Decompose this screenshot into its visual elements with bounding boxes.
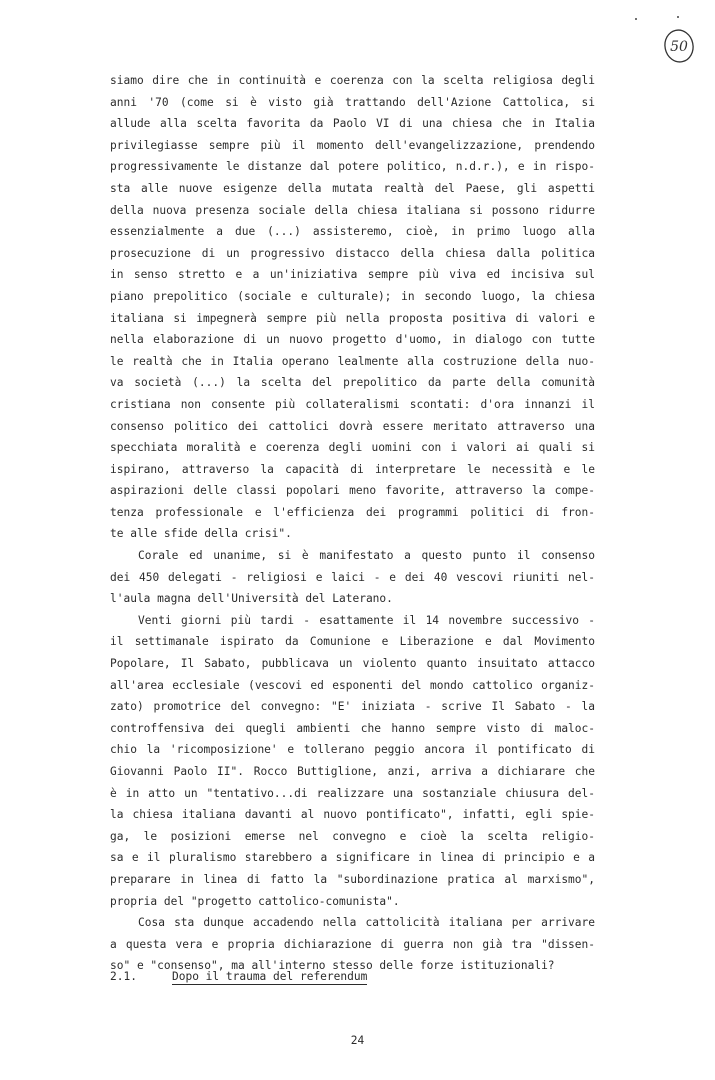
body-line: italiana si impegnerà sempre più nella proposta positiva di valori e xyxy=(110,311,595,325)
body-text xyxy=(110,70,595,977)
section-heading xyxy=(110,966,367,988)
body-line: Cosa sta dunque accadendo nella cattolicità italiana per arrivare xyxy=(138,916,595,930)
body-line: sa e il pluralismo starebbero a significare in linea di principio e a xyxy=(110,851,595,865)
body-line: a questa vera e propria dichiarazione di guerra non già tra "dissen- xyxy=(110,937,595,951)
body-line: consenso politico dei cattolici dovrà essere meritato attraverso una xyxy=(110,419,595,433)
body-line: Giovanni Paolo II". Rocco Buttiglione, anzi, arriva a dichiarare che xyxy=(110,765,595,778)
body-line: siamo dire che in continuità e coerenza con la scelta religiosa degli xyxy=(110,74,595,87)
body-line: Venti giorni più tardi - esattamente il 14 novembre successivo - xyxy=(138,613,595,627)
scan-speck xyxy=(677,16,679,18)
body-line: privilegiasse sempre più il momento dell'evangelizzazione, prendendo xyxy=(110,138,595,152)
body-line: chio la 'ricomposizione' e tollerano peggio ancora il pontificato di xyxy=(110,743,595,757)
body-line: cristiana non consente più collateralismi scontati: d'ora innanzi il xyxy=(110,397,595,411)
body-line: tenza professionale e l'efficienza dei programmi politici di fron- xyxy=(110,505,595,519)
body-line: aspirazioni delle classi popolari meno favorite, attraverso la compe- xyxy=(110,484,595,498)
body-line: va società (...) la scelta del prepolitico da parte della comunità xyxy=(110,376,595,390)
body-line: le realtà che in Italia operano lealmente alla costruzione della nuo- xyxy=(110,354,595,368)
body-line: ga, le posizioni emerse nel convegno e cioè la scelta religio- xyxy=(110,829,595,843)
body-line: nella elaborazione di un nuovo progetto d'uomo, in dialogo con tutte xyxy=(110,333,595,347)
stamp-label: 50 xyxy=(670,39,688,55)
body-line: all'area ecclesiale (vescovi ed esponenti del mondo cattolico organiz- xyxy=(110,678,595,692)
section-number: 2.1. xyxy=(110,970,137,983)
body-line: è in atto un "tentativo...di realizzare una sostanziale chiusura del- xyxy=(110,786,595,800)
body-line: il settimanale ispirato da Comunione e Liberazione e dal Movimento xyxy=(110,635,595,649)
scan-speck xyxy=(635,18,637,20)
body-line: prosecuzione di un progressivo distacco della chiesa dalla politica xyxy=(110,246,595,260)
body-line: la chiesa italiana davanti al nuovo pontificato", infatti, egli spie- xyxy=(110,808,595,822)
body-line: della nuova presenza sociale della chiesa italiana si possono ridurre xyxy=(110,203,595,217)
body-line: progressivamente le distanze dal potere politico, n.d.r.), e in rispo- xyxy=(110,160,595,174)
body-line: piano prepolitico (sociale e culturale); in secondo luogo, la chiesa xyxy=(110,289,595,303)
handwritten-page-stamp xyxy=(663,28,695,64)
body-line: Corale ed unanime, si è manifestato a questo punto il consenso xyxy=(138,549,595,563)
body-line: l'aula magna dell'Università del Laterano. xyxy=(110,592,393,606)
section-title: Dopo il trauma del referendum xyxy=(172,970,368,983)
body-line: zato) promotrice del convegno: "E' iniziata - scrive Il Sabato - la xyxy=(110,700,595,714)
body-line: te alle sfide della crisi". xyxy=(110,527,292,541)
page-number: 24 xyxy=(350,1034,365,1047)
body-line: in senso stretto e a un'iniziativa sempre più viva ed incisiva sul xyxy=(110,268,595,282)
body-line: Popolare, Il Sabato, pubblicava un violento quanto insuitato attacco xyxy=(110,657,595,671)
body-line: preparare in linea di fatto la "subordinazione pratica al marxismo", xyxy=(110,872,595,886)
body-line: so" e "consenso", ma all'interno stesso delle forze istituzionali? xyxy=(110,959,555,973)
body-line: propria del "progetto cattolico-comunista". xyxy=(110,894,400,908)
body-line: ispirano, attraverso la capacità di interpretare le necessità e le xyxy=(110,462,595,476)
body-line: anni '70 (come si è visto già trattando dell'Azione Cattolica, si xyxy=(110,95,595,109)
body-line: controffensiva dei quegli ambienti che hanno sempre visto di maloc- xyxy=(110,721,595,735)
body-line: allude alla scelta favorita da Paolo VI di una chiesa che in Italia xyxy=(110,117,595,131)
body-line: essenzialmente a due (...) assisteremo, cioè, in primo luogo alla xyxy=(110,225,595,239)
body-line: specchiata moralità e coerenza degli uomini con i valori ai quali si xyxy=(110,441,595,455)
body-line: sta alle nuove esigenze della mutata realtà del Paese, gli aspetti xyxy=(110,181,595,195)
body-line: dei 450 delegati - religiosi e laici - e dei 40 vescovi riuniti nel- xyxy=(110,570,595,584)
